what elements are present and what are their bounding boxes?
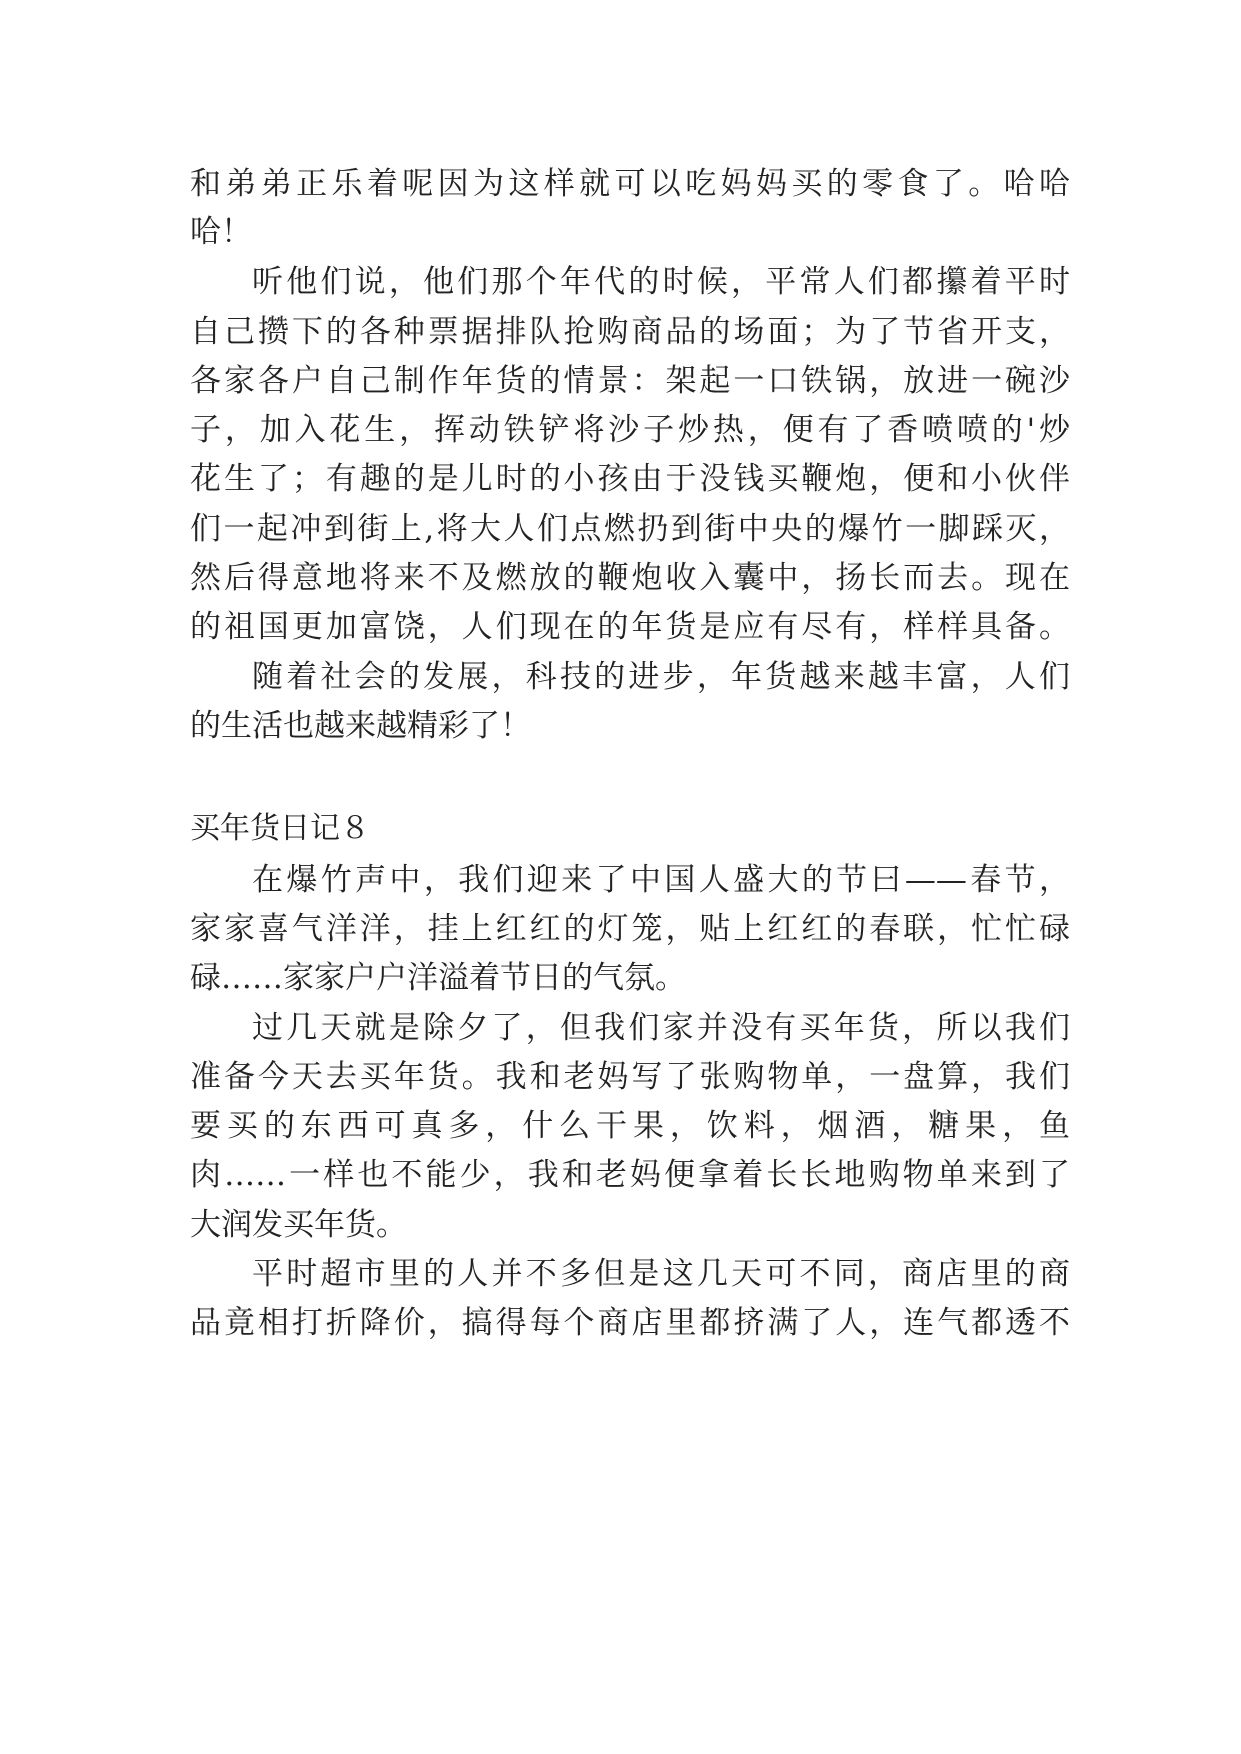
paragraph-line: 大润发买年货。 <box>190 1207 407 1243</box>
paragraph-line: 随着社会的发展，科技的进步，年货越来越丰富，人们 <box>252 659 1070 695</box>
paragraph-line: 在爆竹声中，我们迎来了中国人盛大的节曰——春节， <box>252 862 1070 898</box>
paragraph-line: 子，加入花生，挥动铁铲将沙子炒热，便有了香喷喷的'炒 <box>190 412 1070 448</box>
paragraph-line: 的生活也越来越精彩了！ <box>190 708 531 744</box>
paragraph-line: 要买的东西可真多，什么干果，饮料，烟酒，糖果，鱼 <box>190 1108 1070 1144</box>
paragraph-line: 品竟相打折降价，搞得每个商店里都挤满了人，连气都透不 <box>190 1305 1070 1341</box>
paragraph-line: 过几天就是除夕了，但我们家并没有买年货，所以我们 <box>252 1010 1070 1046</box>
paragraph-line: 们一起冲到街上,将大人们点燃扔到街中央的爆竹一脚踩灭， <box>190 511 1070 547</box>
paragraph-line: 准备今天去买年货。我和老妈写了张购物单，一盘算，我们 <box>190 1059 1070 1095</box>
paragraph-line: 碌……家家户户洋溢着节日的气氛。 <box>190 960 686 996</box>
paragraph-line: 然后得意地将来不及燃放的鞭炮收入囊中，扬长而去。现在 <box>190 560 1070 596</box>
paragraph-line: 听他们说，他们那个年代的时候，平常人们都攥着平时 <box>252 264 1070 300</box>
paragraph-line: 自己攒下的各种票据排队抢购商品的场面；为了节省开支， <box>190 314 1070 350</box>
paragraph-line: 家家喜气洋洋，挂上红红的灯笼，贴上红红的春联，忙忙碌 <box>190 911 1070 947</box>
section-title: 买年货日记８ <box>190 811 370 846</box>
paragraph-line: 花生了；有趣的是儿时的小孩由于没钱买鞭炮，便和小伙伴 <box>190 461 1070 497</box>
paragraph-line: 各家各户自己制作年货的情景：架起一口铁锅，放进一碗沙 <box>190 363 1070 399</box>
paragraph-line: 哈！ <box>190 214 252 250</box>
paragraph-line: 肉……一样也不能少，我和老妈便拿着长长地购物单来到了 <box>190 1157 1070 1193</box>
paragraph-line: 的祖国更加富饶，人们现在的年货是应有尽有，样样具备。 <box>190 609 1070 645</box>
paragraph-line: 和弟弟正乐着呢因为这样就可以吃妈妈买的零食了。哈哈 <box>190 166 1070 202</box>
paragraph-line: 平时超市里的人并不多但是这几天可不同，商店里的商 <box>252 1256 1070 1292</box>
